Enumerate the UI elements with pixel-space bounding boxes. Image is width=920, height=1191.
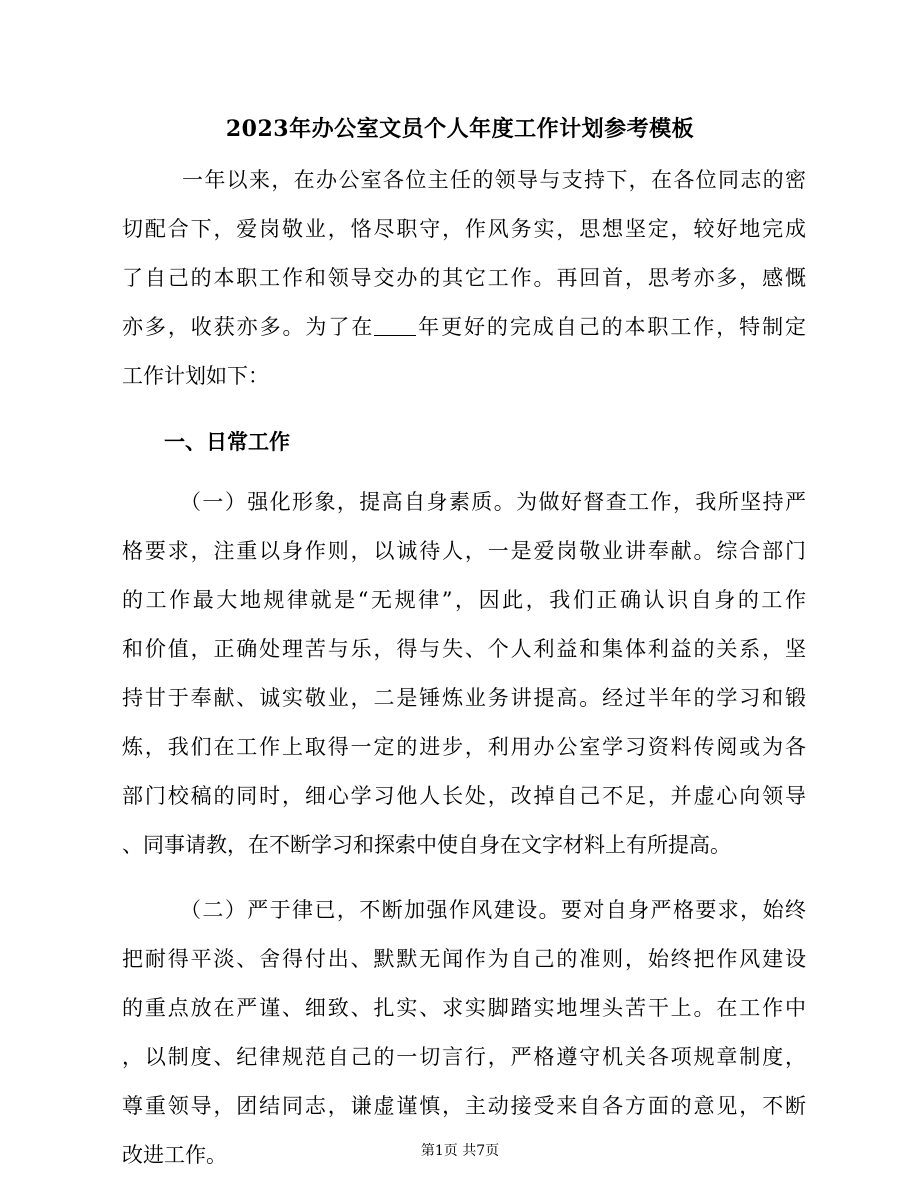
text-line (122, 303, 806, 352)
text-line: 和价值，正确处理苦与乐，得与失、个人利益和集体利益的关系，坚 (122, 637, 806, 661)
text-line: 的重点放在严谨、细致、扎实、求实脚踏实地埋头苦干上。在工作中 (122, 996, 806, 1020)
document-title: 2023年办公室文员个人年度工作计划参考模板 (225, 116, 695, 142)
text-line: 持甘于奉献、诚实敬业，二是锤炼业务讲提高。经过半年的学习和锻 (122, 686, 806, 710)
text-line: （一）强化形象，提高自身素质。为做好督查工作，我所坚持严 (180, 490, 806, 514)
text-line: 、同事请教，在不断学习和探索中使自身在文字材料上有所提高。 (122, 833, 731, 857)
text-line: 的工作最大地规律就是“无规律”，因此，我们正确认识自身的工作 (122, 588, 806, 612)
text-line: 切配合下，爱岗敬业，恪尽职守，作风务实，思想坚定，较好地完成 (122, 217, 806, 241)
text-segment: 年更好的完成自己的本职工作，特制定 (416, 315, 807, 339)
text-line: 格要求，注重以身作则，以诚待人，一是爱岗敬业讲奉献。综合部门 (122, 539, 806, 563)
paragraph-1 (122, 478, 806, 870)
text-line: 炼，我们在工作上取得一定的进步，利用办公室学习资料传阅或为各 (122, 735, 806, 759)
text-line: 把耐得平淡、舍得付出、默默无闻作为自己的准则，始终把作风建设 (122, 947, 806, 971)
text-line: 改进工作。 (122, 1143, 227, 1167)
text-line: 部门校稿的同时，细心学习他人长处，改掉自己不足，并虚心向领导 (122, 784, 806, 808)
text-line: （二）严于律已，不断加强作风建设。要对自身严格要求，始终 (180, 898, 806, 922)
intro-paragraph (122, 156, 806, 401)
text-line: 尊重领导，团结同志，谦虚谨慎，主动接受来自各方面的意见，不断 (122, 1094, 806, 1118)
page-number: 第1页 共7页 (420, 1143, 500, 1159)
fill-in-blank (374, 319, 416, 336)
document-body (122, 156, 806, 1180)
text-line: 工作计划如下： (122, 364, 269, 388)
section-heading: 一、日常工作 (164, 429, 290, 454)
text-segment: 亦多，收获亦多。为了在 (122, 315, 375, 339)
paragraph-2 (122, 886, 806, 1180)
text-line: ，以制度、纪律规范自己的一切言行，严格遵守机关各项规章制度， (122, 1045, 806, 1069)
text-line: 一年以来，在办公室各位主任的领导与支持下，在各位同志的密 (182, 168, 806, 192)
text-line: 了自己的本职工作和领导交办的其它工作。再回首，思考亦多，感慨 (122, 266, 806, 290)
